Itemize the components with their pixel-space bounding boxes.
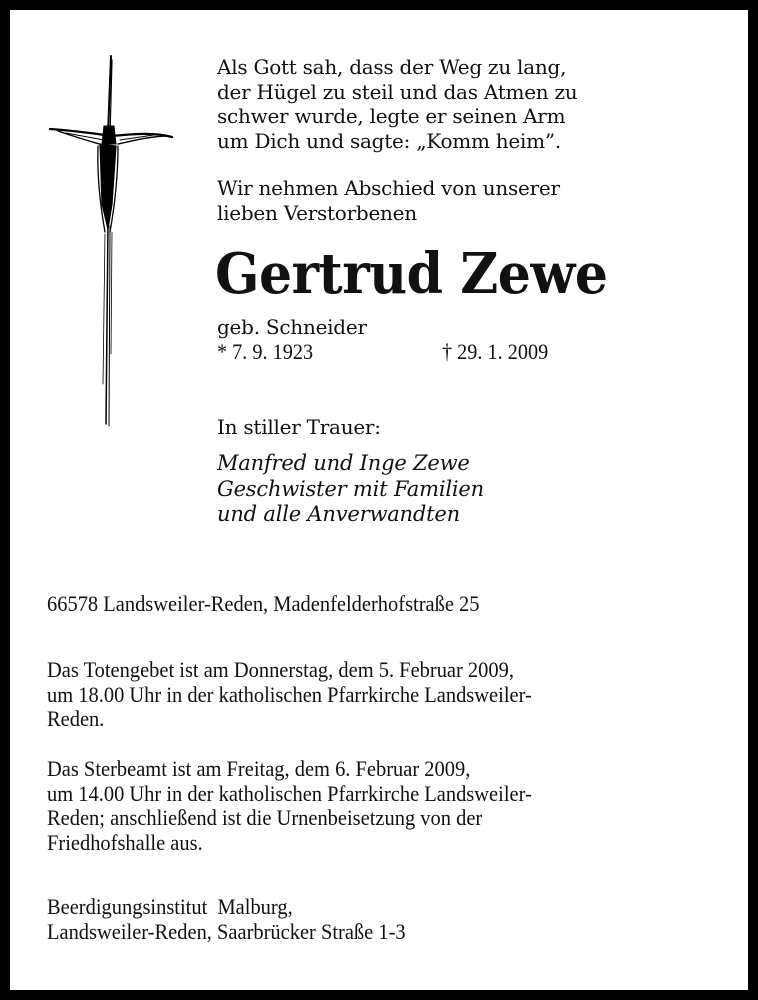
poem-line: der Hügel zu steil und das Atmen zu [217,79,578,104]
farewell-intro [217,176,560,225]
requiem-line: Reden; anschließend ist die Urnenbeisetzung von der [47,805,483,831]
mourners-label: In stiller Trauer: [217,415,381,439]
mourners-list [217,451,484,528]
birth-date: * 7. 9. 1923 [217,339,314,364]
memorial-poem [217,55,577,153]
maiden-name: geb. Schneider [217,315,367,339]
family-address: 66578 Landsweiler-Reden, Madenfelderhofstraße 25 [47,591,480,616]
prayer-line: um 18.00 Uhr in der katholischen Pfarrkirche Landsweiler- [47,681,532,707]
poem-line: schwer wurde, legte er seinen Arm [217,104,566,129]
intro-line: lieben Verstorbenen [217,200,417,225]
prayer-line: Das Totengebet ist am Donnerstag, dem 5. Februar 2009, [47,657,514,682]
death-date: † 29. 1. 2009 [442,339,549,364]
funeral-home [47,895,406,944]
deceased-name: Gertrud Zewe [215,241,608,307]
mourner-line: Geschwister mit Familien [217,476,484,501]
crucifix-icon [48,54,178,429]
prayer-service-info [47,658,532,732]
poem-line: um Dich und sagte: „Komm heim”. [217,128,561,153]
funeral-home-address: Landsweiler-Reden, Saarbrücker Straße 1-3 [47,918,406,944]
mourner-line: und alle Anverwandten [217,502,460,526]
requiem-line: Das Sterbeamt ist am Freitag, dem 6. Februar 2009, [47,756,471,781]
requiem-line: Friedhofshalle aus. [47,829,203,855]
prayer-line: Reden. [47,706,105,732]
poem-line: Als Gott sah, dass der Weg zu lang, [217,55,567,79]
intro-line: Wir nehmen Abschied von unserer [217,176,560,200]
mourner-line: Manfred und Inge Zewe [217,451,470,475]
requiem-line: um 14.00 Uhr in der katholischen Pfarrkirche Landsweiler- [47,780,532,806]
funeral-home-name: Beerdigungsinstitut Malburg, [47,894,293,919]
obituary-notice [10,10,748,990]
requiem-info [47,757,532,855]
